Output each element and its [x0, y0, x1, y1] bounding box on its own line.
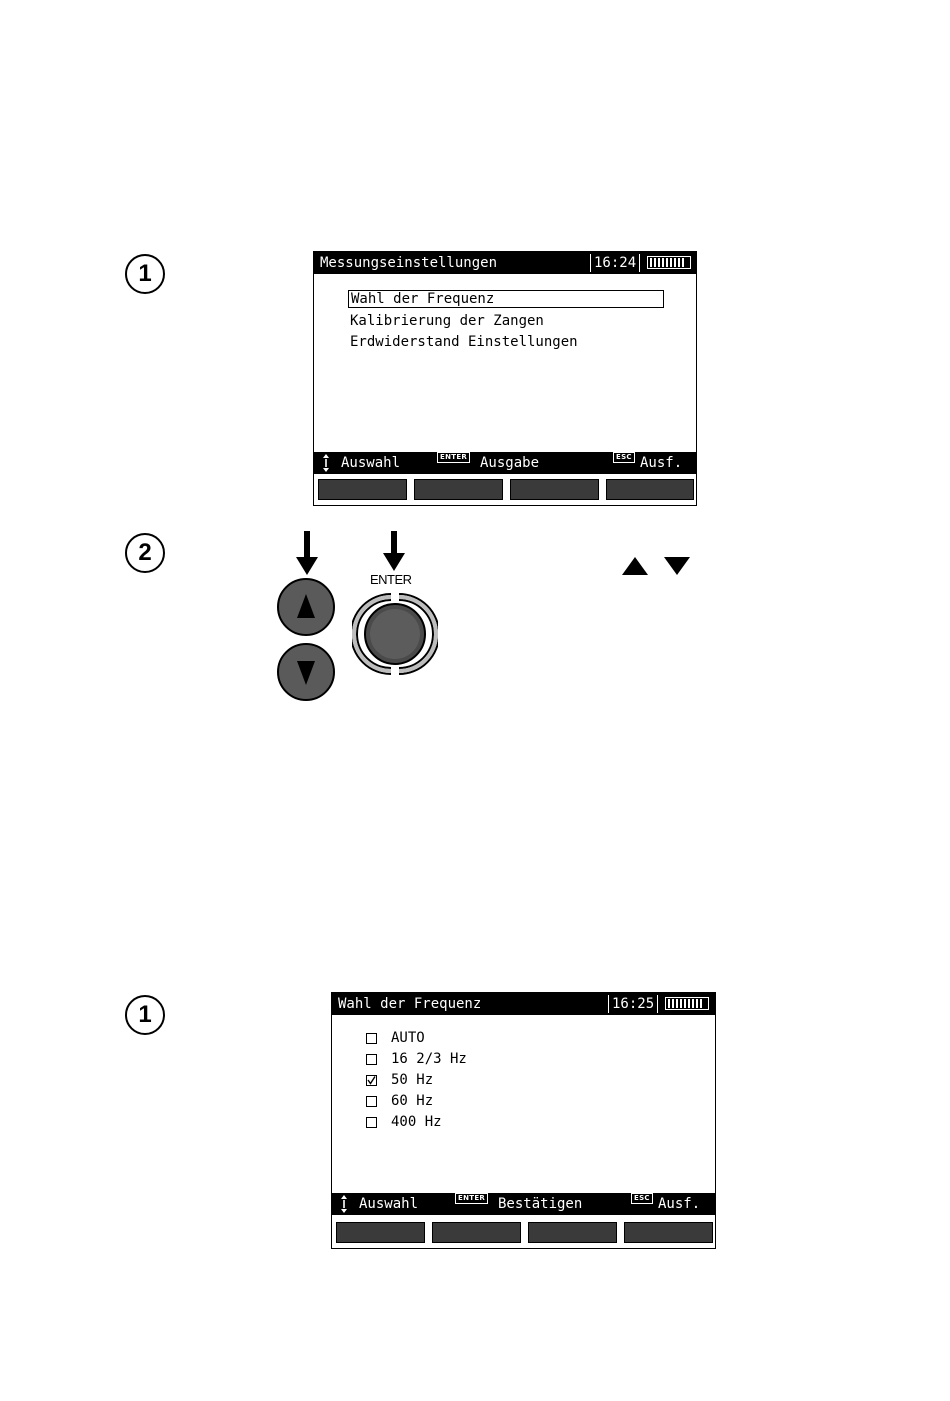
triangle-down-icon	[279, 645, 333, 699]
function-key-4[interactable]	[606, 479, 694, 500]
enter-button[interactable]	[352, 591, 438, 677]
function-key-1[interactable]	[318, 479, 407, 500]
frequency-option[interactable]	[366, 1049, 467, 1070]
function-keys	[314, 475, 696, 505]
function-key-4[interactable]	[624, 1222, 713, 1243]
enter-key-tag: ENTER	[437, 452, 470, 463]
status-esc-label: Ausf.	[658, 1196, 701, 1212]
menu-item-earth-resistance-settings[interactable]: Erdwiderstand Einstellungen	[350, 334, 578, 350]
function-key-2[interactable]	[414, 479, 503, 500]
esc-key-tag: ESC	[631, 1193, 653, 1204]
status-select-label: Auswahl	[341, 455, 401, 471]
title-bar	[332, 993, 715, 1015]
lcd-screen-settings	[313, 251, 697, 506]
up-down-icon	[322, 454, 330, 472]
screen-title: Messungseinstellungen	[320, 255, 498, 271]
status-bar	[314, 452, 696, 474]
function-key-3[interactable]	[528, 1222, 617, 1243]
frequency-option[interactable]	[366, 1070, 467, 1091]
option-label: 400 Hz	[391, 1114, 442, 1130]
option-label: 60 Hz	[391, 1093, 434, 1109]
checkbox-checked[interactable]	[366, 1075, 377, 1086]
title-bar	[314, 252, 696, 274]
press-arrow-icon	[296, 531, 318, 575]
function-keys	[332, 1216, 715, 1248]
status-select-label: Auswahl	[359, 1196, 419, 1212]
checkbox[interactable]	[366, 1033, 377, 1044]
status-bar	[332, 1193, 715, 1215]
clock: 16:24	[590, 254, 640, 272]
clock: 16:25	[608, 995, 658, 1013]
frequency-option[interactable]	[366, 1112, 467, 1133]
function-key-2[interactable]	[432, 1222, 521, 1243]
up-down-icon	[340, 1195, 348, 1213]
frequency-options	[366, 1028, 467, 1133]
status-enter-label: Ausgabe	[480, 455, 540, 471]
lcd-screen-frequency	[331, 992, 716, 1249]
screen-title: Wahl der Frequenz	[338, 996, 482, 1012]
status-enter-label: Bestätigen	[498, 1196, 583, 1212]
checkbox[interactable]	[366, 1054, 377, 1065]
step-number-1: 1	[125, 254, 165, 294]
triangle-up-icon	[621, 556, 649, 576]
option-label: 16 2/3 Hz	[391, 1051, 467, 1067]
function-key-1[interactable]	[336, 1222, 425, 1243]
status-esc-label: Ausf.	[640, 455, 683, 471]
frequency-option[interactable]	[366, 1028, 467, 1049]
enter-key-tag: ENTER	[455, 1193, 488, 1204]
checkbox[interactable]	[366, 1117, 377, 1128]
battery-icon	[647, 256, 691, 269]
function-key-3[interactable]	[510, 479, 599, 500]
option-label: AUTO	[391, 1030, 425, 1046]
menu-item-frequency[interactable]: Wahl der Frequenz	[348, 290, 664, 308]
menu-item-clamp-calibration[interactable]: Kalibrierung der Zangen	[350, 313, 544, 329]
check-icon	[367, 1076, 376, 1085]
battery-icon	[665, 997, 709, 1010]
option-label: 50 Hz	[391, 1072, 434, 1088]
press-arrow-icon	[383, 531, 405, 571]
triangle-down-icon	[663, 556, 691, 576]
checkbox[interactable]	[366, 1096, 377, 1107]
settings-menu	[348, 290, 664, 353]
esc-key-tag: ESC	[613, 452, 635, 463]
step-number-2: 2	[125, 533, 165, 573]
enter-key-label: ENTER	[370, 572, 412, 587]
triangle-up-icon	[279, 580, 333, 634]
step-number-1: 1	[125, 995, 165, 1035]
down-button[interactable]	[277, 643, 335, 701]
up-button[interactable]	[277, 578, 335, 636]
